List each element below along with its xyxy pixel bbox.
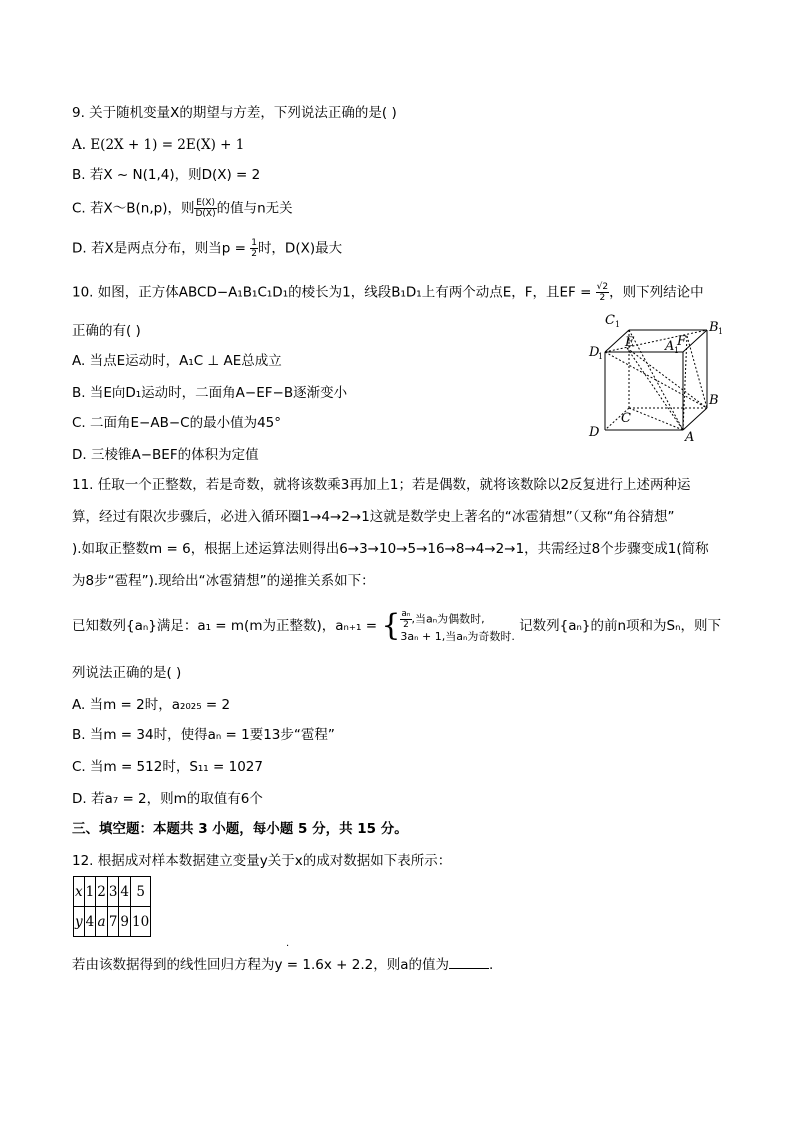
table-cell: 3 [107, 877, 119, 907]
table-cell: 4 [84, 907, 96, 937]
table-cell: 2 [96, 877, 108, 907]
q11-line5-pre: 已知数列{aₙ}满足：a₁ = m(m为正整数)，aₙ₊₁ = [72, 618, 382, 634]
fraction-denominator: D(X) [195, 209, 216, 219]
q11-line3: ).如取正整数m = 6，根据上述运算法则得出6→3→10→5→16→8→4→2→1，共需经过8个步骤变成1(简称 [72, 541, 709, 557]
q9-option-b: B. 若X ~ N(1,4)，则D(X) = 2 [72, 167, 261, 183]
case-even-fraction [400, 609, 411, 630]
fraction-numerator: 1 [251, 238, 257, 248]
q11-line5 [72, 604, 721, 648]
q10-option-c: C. 二面角E−AB−C的最小值为45° [72, 415, 282, 431]
q11-option-d: D. 若a₇ = 2，则m的取值有6个 [72, 791, 263, 807]
q12-question [72, 956, 493, 974]
q9-option-c-pre: C. 若X～B(n,p)，则 [72, 200, 195, 217]
fraction-numerator: E(X) [196, 198, 215, 208]
q11-option-b: B. 当m = 34时，使得aₙ = 1要13步“雹程” [72, 727, 335, 743]
q10-option-b: B. 当E向D₁运动时，二面角A−EF−B逐渐变小 [72, 385, 348, 401]
table-cell: 9 [119, 907, 131, 937]
q10-stem-post: ，则下列结论中 [609, 284, 704, 301]
fraction-denominator: 2 [403, 619, 409, 630]
table-cell: y [74, 907, 85, 937]
q11-option-c: C. 当m = 512时，S₁₁ = 1027 [72, 759, 263, 775]
label-a: A [685, 430, 695, 445]
label-d1-subscript: 1 [598, 352, 604, 361]
case-even-text: ,当aₙ为偶数时, [411, 612, 485, 625]
q10-stem [72, 282, 704, 303]
case-odd: 3aₙ + 1,当aₙ为奇数时. [400, 629, 515, 643]
table-cell: 5 [131, 877, 151, 907]
label-b: B [709, 393, 719, 408]
q9-option-a: A. E(2X + 1) = 2E(X) + 1 [72, 137, 245, 153]
stray-dot: . [286, 938, 290, 949]
q11-line4: 为8步“雹程”).现给出“冰雹猜想”的递推关系如下： [72, 573, 375, 589]
label-a1: A [665, 339, 675, 354]
q9-option-d-fraction [250, 238, 258, 259]
table-row [74, 877, 151, 907]
q12-question-pre: 若由该数据得到的线性回归方程为y = 1.6x + 2.2，则a的值为 [72, 957, 449, 973]
q11-line5-post: 记数列{aₙ}的前n项和为Sₙ，则下 [519, 618, 722, 634]
table-cell: 7 [107, 907, 119, 937]
table-cell: a [96, 907, 108, 937]
table-cell: 10 [131, 907, 151, 937]
q11-line1: 11. 任取一个正整数，若是奇数，就将该数乘3再加上1；若是偶数，就将该数除以2反复进行上述两种运 [72, 477, 691, 493]
q10-option-a: A. 当点E运动时，A₁C ⊥ AE总成立 [72, 353, 282, 369]
q11-line2: 算，经过有限次步骤后，必进入循环圈1→4→2→1这就是数学史上著名的“冰雹猜想”（又称“角谷猜想” [72, 509, 675, 525]
q11-line6: 列说法正确的是( ) [72, 665, 182, 681]
label-d: D [589, 425, 600, 440]
cube-figure [585, 312, 725, 447]
cases-block [400, 609, 514, 644]
label-c: C [621, 411, 631, 426]
label-c1-subscript: 1 [615, 320, 621, 329]
fraction-denominator: 2 [251, 249, 257, 259]
section3-heading: 三、填空题：本题共 3 小题，每小题 5 分，共 15 分。 [72, 821, 408, 837]
q12-data-table [73, 876, 151, 937]
table-cell: 4 [119, 877, 131, 907]
label-b1-subscript: 1 [718, 327, 724, 336]
q9-option-c-fraction [194, 198, 216, 219]
label-a1-subscript: 1 [674, 346, 680, 355]
answer-blank[interactable] [449, 956, 489, 969]
q9-option-d [72, 238, 342, 259]
label-e: E [625, 335, 635, 350]
q12-stem: 12. 根据成对样本数据建立变量y关于x的成对数据如下表所示： [72, 853, 452, 869]
cases-brace: { [381, 608, 401, 643]
q9-option-d-post: 时，D(X)最大 [257, 240, 343, 257]
label-c1: C [605, 313, 615, 328]
table-cell: x [74, 877, 85, 907]
fraction-numerator: aₙ [401, 608, 411, 619]
label-f: F [677, 334, 687, 349]
label-d1: D [589, 345, 600, 360]
q9-option-c [72, 198, 293, 219]
q10-stem-pre: 10. 如图，正方体ABCD−A₁B₁C₁D₁的棱长为1，线段B₁D₁上有两个动点E，F，且EF = [72, 284, 596, 301]
q10-stem-fraction [596, 282, 609, 303]
fraction-numerator: √2 [596, 282, 609, 292]
label-b1: B [709, 320, 719, 335]
q10-stem-line2: 正确的有( ) [72, 323, 141, 339]
q9-option-d-pre: D. 若X是两点分布，则当p = [72, 240, 251, 257]
fraction-denominator: 2 [599, 293, 606, 303]
case-even [400, 609, 514, 630]
table-row [74, 907, 151, 937]
q9-option-c-post: 的值与n无关 [216, 200, 293, 217]
q12-question-post: . [488, 957, 494, 973]
q9-stem: 9. 关于随机变量X的期望与方差，下列说法正确的是( ) [72, 105, 397, 121]
table-cell: 1 [84, 877, 96, 907]
q11-option-a: A. 当m = 2时，a₂₀₂₅ = 2 [72, 697, 231, 713]
q10-option-d: D. 三棱锥A−BEF的体积为定值 [72, 447, 259, 463]
